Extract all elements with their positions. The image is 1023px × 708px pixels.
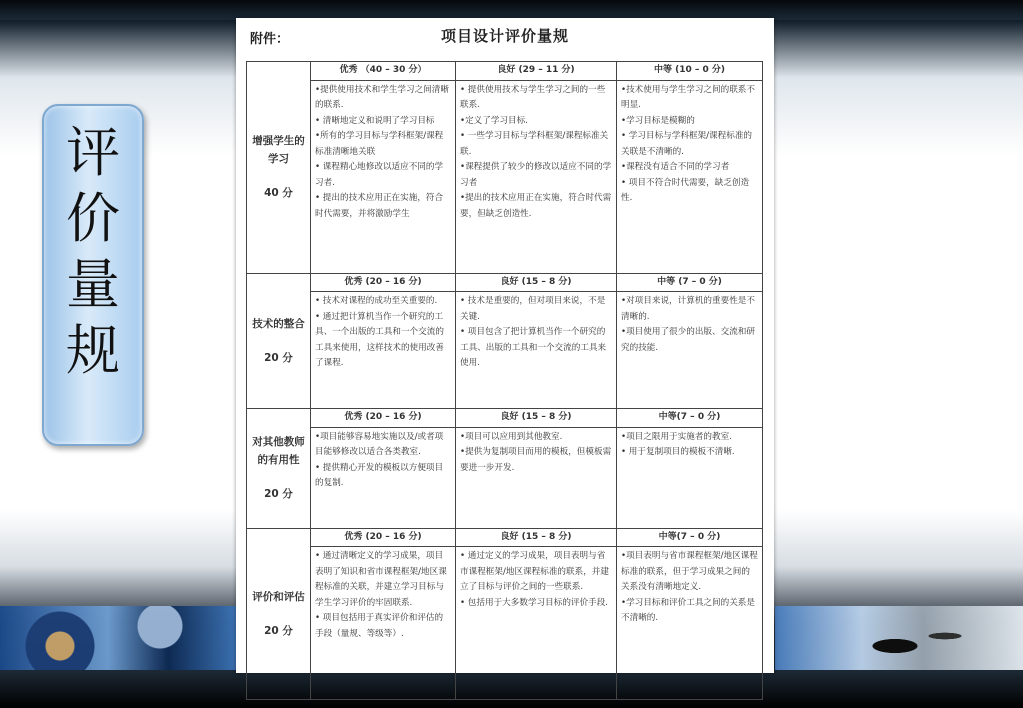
description-item: •学习目标和评价工具之间的关系是不清晰的. — [621, 597, 755, 623]
description-item: • 项目包括用于真实评价和评估的手段（量规、等级等）. — [315, 613, 444, 639]
description-item: •提出的技术应用正在实施，符合时代需要，但缺乏创造性. — [460, 193, 612, 219]
level-header: 优秀 (20 – 16 分) — [311, 273, 456, 292]
description-item: •课程提供了较少的修改以适应不同的学习者 — [460, 162, 612, 188]
level-description — [617, 547, 763, 700]
level-description — [617, 292, 763, 409]
criterion-cell — [247, 273, 311, 409]
level-header: 良好 (15 – 8 分) — [456, 409, 617, 428]
description-item: • 提供使用技术与学生学习之间的一些联系. — [460, 84, 606, 110]
level-description — [311, 547, 456, 700]
rubric-content-row — [247, 427, 763, 528]
level-description — [456, 80, 617, 273]
level-description — [311, 427, 456, 528]
description-item: • 包括用于大多数学习目标的评价手段. — [460, 597, 609, 608]
description-item: •技术使用与学生学习之间的联系不明显. — [621, 84, 755, 110]
top-dark-band — [0, 0, 1023, 20]
side-title-char: 评 — [66, 121, 120, 184]
criterion-score: 20 分 — [264, 624, 293, 637]
decorative-collage-left — [0, 606, 240, 670]
level-description — [456, 547, 617, 700]
rubric-header-row — [247, 528, 763, 547]
description-item: •项目能够容易地实施以及/或者项目能够修改以适合各类教室. — [315, 431, 444, 457]
rubric-table — [246, 61, 763, 700]
description-item: •定义了学习目标. — [460, 115, 528, 126]
description-item: •提供为复制项目而用的模板，但模板需要进一步开发. — [460, 447, 612, 473]
level-header: 优秀 (20 – 16 分) — [311, 409, 456, 428]
level-header: 优秀 (20 – 16 分) — [311, 528, 456, 547]
description-item: • 通过定义的学习成果，项目表明与省市课程框架/地区课程标准的联系，并建立了目标与评价之间的一些联系. — [460, 551, 609, 592]
level-header: 中等(7 – 0 分) — [617, 528, 763, 547]
description-item: •项目可以应用到其他教室. — [460, 431, 563, 442]
description-item: • 课程精心地修改以适应不同的学习者. — [315, 162, 444, 188]
level-header: 良好 (29 – 11 分) — [456, 62, 617, 81]
description-item: • 一些学习目标与学科框架/课程标准关联. — [460, 131, 609, 157]
description-item: • 学习目标与学科框架/课程标准的关联是不清晰的. — [621, 131, 753, 157]
level-header: 良好 (15 – 8 分) — [456, 273, 617, 292]
description-item: •学习目标是模糊的 — [621, 115, 695, 126]
level-header: 中等(7 – 0 分) — [617, 409, 763, 428]
description-item: • 项目不符合时代需要，缺乏创造性. — [621, 177, 750, 203]
level-description — [456, 427, 617, 528]
description-item: •提供使用技术和学生学习之间清晰的联系. — [315, 84, 449, 110]
rubric-content-row — [247, 547, 763, 700]
level-description — [617, 80, 763, 273]
rubric-content-row — [247, 292, 763, 409]
criterion-name: 评价和评估 — [252, 590, 305, 603]
document-title: 项目设计评价量规 — [440, 27, 569, 45]
level-header: 良好 (15 – 8 分) — [456, 528, 617, 547]
level-description — [617, 427, 763, 528]
criterion-score: 40 分 — [264, 187, 293, 200]
description-item: • 清晰地定义和说明了学习目标 — [315, 115, 435, 126]
description-item: •项目表明与省市课程框架/地区课程标准的联系，但于学习成果之间的关系没有清晰地定义. — [621, 551, 758, 592]
side-title-panel — [42, 104, 144, 446]
rubric-content-row — [247, 80, 763, 273]
rubric-header-row — [247, 273, 763, 292]
description-item: • 通过把计算机当作一个研究的工具、一个出版的工具和一个交流的工具来使用，这样技术的使用改善了课程. — [315, 311, 444, 368]
level-header: 优秀 （40 – 30 分） — [311, 62, 456, 81]
attachment-label: 附件： — [250, 32, 290, 47]
criterion-score: 20 分 — [264, 488, 293, 501]
criterion-name: 增强学生的学习 — [252, 135, 305, 166]
description-item: •项目之限用于实施者的教室. — [621, 431, 732, 442]
rubric-header-row — [247, 62, 763, 81]
description-item: • 技术对课程的成功至关重要的. — [315, 296, 438, 306]
side-title-char: 量 — [66, 253, 120, 316]
description-item: •所有的学习目标与学科框架/课程标准清晰地关联 — [315, 131, 444, 157]
description-item: •项目使用了很少的出版、交流和研究的技能. — [621, 327, 755, 353]
level-header: 中等 (7 – 0 分) — [617, 273, 763, 292]
description-item: • 用于复制项目的模板不清晰. — [621, 447, 735, 457]
criterion-cell — [247, 528, 311, 700]
criterion-cell — [247, 409, 311, 529]
side-title-char: 价 — [66, 187, 120, 250]
criterion-name: 对其他教师的有用性 — [252, 436, 305, 467]
decorative-collage-right — [775, 606, 1023, 670]
description-item: •对项目来说，计算机的重要性是不清晰的. — [621, 296, 755, 322]
criterion-score: 20 分 — [264, 351, 293, 364]
level-description — [311, 292, 456, 409]
criterion-cell — [247, 62, 311, 274]
description-item: • 提出的技术应用正在实施，符合时代需要，并将激励学生 — [315, 193, 444, 219]
side-title-char: 规 — [66, 319, 120, 382]
rubric-document — [236, 18, 774, 673]
description-item: • 通过清晰定义的学习成果，项目表明了知识和省市课程框架/地区课程标准的关联，并建立学习目标与学生学习评价的牢固联系. — [315, 551, 447, 608]
description-item: • 项目包含了把计算机当作一个研究的工具、出版的工具和一个交流的工具来使用. — [460, 327, 607, 368]
rubric-header-row — [247, 409, 763, 428]
level-header: 中等 (10 – 0 分) — [617, 62, 763, 81]
description-item: • 提供精心开发的模板以方便项目的复制. — [315, 462, 444, 488]
description-item: • 技术是重要的，但对项目来说，不是关键. — [460, 296, 606, 322]
level-description — [311, 80, 456, 273]
description-item: •课程没有适合不同的学习者 — [621, 162, 730, 172]
level-description — [456, 292, 617, 409]
criterion-name: 技术的整合 — [252, 317, 305, 330]
